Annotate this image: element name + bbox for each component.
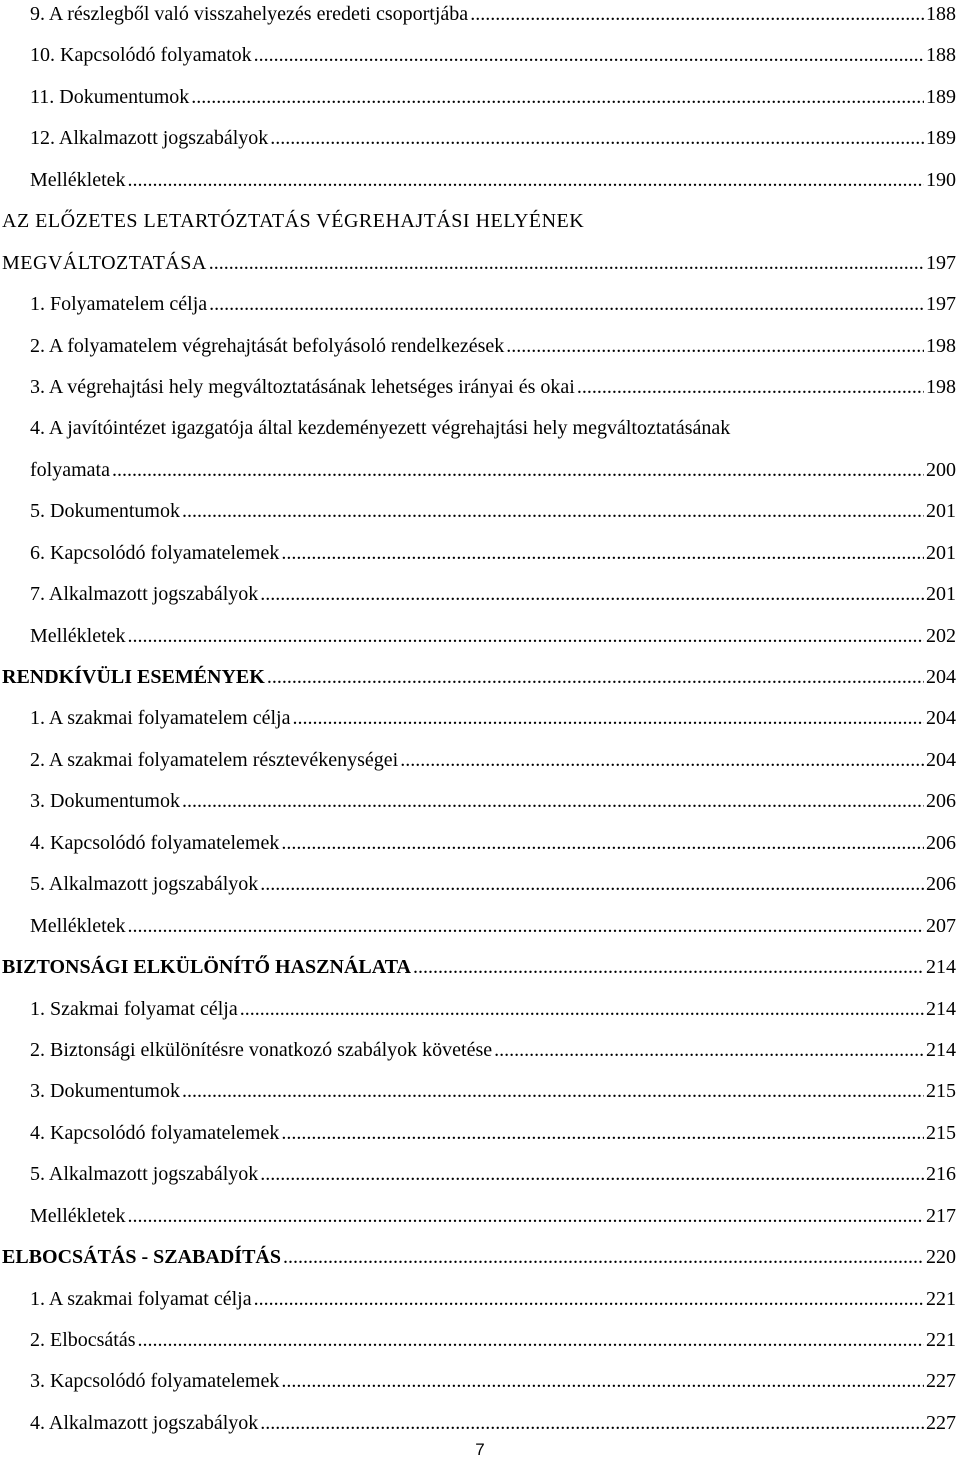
toc-entry-page: 202 — [926, 624, 956, 647]
toc-entry-title: 2. A szakmai folyamatelem résztevékenységei — [30, 748, 399, 771]
toc-entry[interactable] — [0, 1403, 960, 1444]
toc-entry[interactable] — [0, 574, 960, 615]
toc-entry-title: 4. A javítóintézet igazgatója által kezdeményezett végrehajtási hely megváltoztatásának — [30, 417, 731, 440]
toc-entry[interactable] — [0, 0, 960, 35]
toc-entry-title: 1. A szakmai folyamat célja — [30, 1287, 252, 1310]
dot-leader — [112, 450, 924, 491]
toc-entry-title: BIZTONSÁGI ELKÜLÖNÍTŐ HASZNÁLATA — [2, 956, 411, 979]
dot-leader — [191, 77, 924, 118]
dot-leader — [283, 1237, 924, 1278]
dot-leader — [260, 1154, 924, 1195]
toc-entry-page: 188 — [926, 3, 956, 25]
dot-leader — [270, 118, 924, 159]
toc-entry-title: Mellékletek — [30, 914, 126, 937]
toc-entry-page: 189 — [926, 127, 956, 150]
dot-leader — [240, 989, 924, 1030]
toc-entry[interactable] — [0, 1320, 960, 1361]
toc-entry-page: 227 — [926, 1370, 956, 1393]
toc-entry-title: 2. Elbocsátás — [30, 1329, 136, 1351]
toc-entry-page: 201 — [926, 500, 956, 523]
toc-entry[interactable] — [0, 326, 960, 367]
toc-entry-title: 5. Dokumentumok — [30, 500, 180, 523]
toc-entry-page: 188 — [926, 44, 956, 67]
toc-entry[interactable] — [0, 450, 960, 491]
toc-entry-title: 6. Kapcsolódó folyamatelemek — [30, 541, 280, 564]
toc-entry-page: 217 — [926, 1204, 956, 1227]
toc-entry-page: 221 — [926, 1329, 956, 1351]
toc-entry-title: 3. Dokumentumok — [30, 790, 180, 813]
dot-leader — [281, 533, 924, 574]
dot-leader — [260, 864, 924, 905]
toc-entry-page: 204 — [926, 666, 956, 688]
toc-entry-title: MEGVÁLTOZTATÁSA — [2, 251, 207, 274]
dot-leader — [209, 243, 924, 284]
toc-entry-title: 3. Kapcsolódó folyamatelemek — [30, 1370, 280, 1393]
toc-entry-page: 214 — [926, 956, 956, 979]
page-number: 7 — [475, 1440, 485, 1459]
dot-leader — [182, 781, 924, 822]
toc-entry-title: ELBOCSÁTÁS - SZABADÍTÁS — [2, 1246, 281, 1269]
toc-entry[interactable] — [0, 284, 960, 325]
dot-leader — [292, 698, 924, 739]
toc-entry-page: 214 — [926, 997, 956, 1020]
toc-entry-page: 227 — [926, 1411, 956, 1434]
toc-entry[interactable] — [0, 1154, 960, 1195]
toc-entry-title: Mellékletek — [30, 168, 126, 191]
dot-leader — [128, 160, 924, 201]
toc-entry-page: 200 — [926, 458, 956, 481]
dot-leader — [182, 1071, 924, 1112]
dot-leader — [400, 740, 924, 781]
toc-entry-page: 198 — [926, 375, 956, 398]
dot-leader — [254, 35, 924, 76]
toc-entry-title: 3. A végrehajtási hely megváltoztatásának lehetséges irányai és okai — [30, 375, 575, 398]
toc-entry-title: 4. Kapcsolódó folyamatelemek — [30, 831, 280, 854]
toc-entry[interactable] — [0, 1071, 960, 1112]
toc-entry-title: Mellékletek — [30, 1204, 126, 1227]
toc-entry-title: 1. Folyamatelem célja — [30, 293, 208, 316]
toc-entry[interactable] — [0, 533, 960, 574]
toc-entry-title: AZ ELŐZETES LETARTÓZTATÁS VÉGREHAJTÁSI HELYÉNEK — [2, 210, 585, 233]
toc-entry[interactable] — [0, 160, 960, 201]
dot-leader — [281, 1361, 924, 1402]
toc-entry-title: 1. Szakmai folyamat célja — [30, 997, 238, 1020]
toc-entry-page: 189 — [926, 85, 956, 108]
toc-entry-title: 2. A folyamatelem végrehajtását befolyásoló rendelkezések — [30, 334, 505, 357]
dot-leader — [494, 1030, 924, 1071]
toc-entry-page: 197 — [926, 293, 956, 316]
toc-entry[interactable] — [0, 1361, 960, 1402]
dot-leader — [209, 284, 924, 325]
toc-entry-page: 216 — [926, 1163, 956, 1186]
toc-entry-page: 206 — [926, 790, 956, 813]
toc-entry-title: folyamata — [30, 458, 110, 481]
dot-leader — [182, 491, 924, 532]
dot-leader — [413, 947, 924, 988]
toc-entry[interactable] — [0, 906, 960, 947]
dot-leader — [138, 1320, 924, 1361]
toc-entry-title: 5. Alkalmazott jogszabályok — [30, 873, 259, 896]
dot-leader — [506, 326, 924, 367]
toc-entry-page: 190 — [926, 168, 956, 191]
toc-entry-title: 4. Alkalmazott jogszabályok — [30, 1411, 259, 1434]
toc-entry-title: 4. Kapcsolódó folyamatelemek — [30, 1121, 280, 1144]
dot-leader — [128, 906, 924, 947]
toc-entry-page: 201 — [926, 583, 956, 606]
dot-leader — [260, 574, 924, 615]
toc-entry-page: 215 — [926, 1080, 956, 1103]
toc-entry-title: 11. Dokumentumok — [30, 85, 190, 108]
toc-entry-title: 3. Dokumentumok — [30, 1080, 180, 1103]
toc-entry[interactable] — [0, 118, 960, 159]
toc-section-heading[interactable] — [0, 201, 960, 242]
toc-entry-title: 10. Kapcsolódó folyamatok — [30, 44, 252, 67]
toc-entry[interactable] — [0, 491, 960, 532]
toc-entry[interactable] — [0, 781, 960, 822]
dot-leader — [128, 1196, 924, 1237]
dot-leader — [128, 616, 924, 657]
dot-leader — [281, 1113, 924, 1154]
toc-entry-page: 214 — [926, 1038, 956, 1061]
toc-entry-title: 9. A részlegből való visszahelyezés eredeti csoportjába — [30, 3, 469, 25]
toc-entry[interactable] — [0, 77, 960, 118]
toc-entry-title: Mellékletek — [30, 624, 126, 647]
toc-entry-title: 5. Alkalmazott jogszabályok — [30, 1163, 259, 1186]
toc-entry[interactable] — [0, 698, 960, 739]
toc-entry-title: 2. Biztonsági elkülönítésre vonatkozó szabályok követése — [30, 1038, 493, 1061]
toc-entry[interactable] — [0, 616, 960, 657]
toc-entry[interactable] — [0, 740, 960, 781]
dot-leader — [260, 1403, 924, 1444]
toc-entry-page: 207 — [926, 914, 956, 937]
toc-entry[interactable] — [0, 1279, 960, 1320]
toc-section-heading[interactable] — [0, 243, 960, 284]
toc-section-heading[interactable] — [0, 947, 960, 988]
toc-entry[interactable] — [0, 1113, 960, 1154]
toc-entry-title: RENDKÍVÜLI ESEMÉNYEK — [2, 666, 265, 688]
toc-entry-page: 198 — [926, 334, 956, 357]
toc-entry[interactable] — [0, 367, 960, 408]
toc-entry-page: 206 — [926, 873, 956, 896]
toc-entry-page: 204 — [926, 707, 956, 730]
toc-section-heading[interactable] — [0, 1237, 960, 1278]
toc-entry-page: 197 — [926, 251, 956, 274]
toc-entry-title: 1. A szakmai folyamatelem célja — [30, 707, 291, 730]
toc-entry-title: 7. Alkalmazott jogszabályok — [30, 583, 259, 606]
dot-leader — [281, 823, 924, 864]
toc-entry[interactable] — [0, 823, 960, 864]
toc-entry-page: 221 — [926, 1287, 956, 1310]
toc-entry[interactable] — [0, 408, 960, 449]
toc-entry[interactable] — [0, 1196, 960, 1237]
dot-leader — [254, 1279, 924, 1320]
dot-leader — [267, 657, 924, 698]
toc-entry[interactable] — [0, 864, 960, 905]
dot-leader — [470, 0, 924, 35]
toc-entry[interactable] — [0, 35, 960, 76]
toc-entry-page: 206 — [926, 831, 956, 854]
toc-entry-page: 215 — [926, 1121, 956, 1144]
toc-entry-title: 12. Alkalmazott jogszabályok — [30, 127, 269, 150]
toc-section-heading[interactable] — [0, 657, 960, 698]
dot-leader — [577, 367, 924, 408]
toc-entry[interactable] — [0, 989, 960, 1030]
toc-entry[interactable] — [0, 1030, 960, 1071]
toc-entry-page: 201 — [926, 541, 956, 564]
toc-entry-page: 204 — [926, 748, 956, 771]
toc-entry-page: 220 — [926, 1246, 956, 1269]
